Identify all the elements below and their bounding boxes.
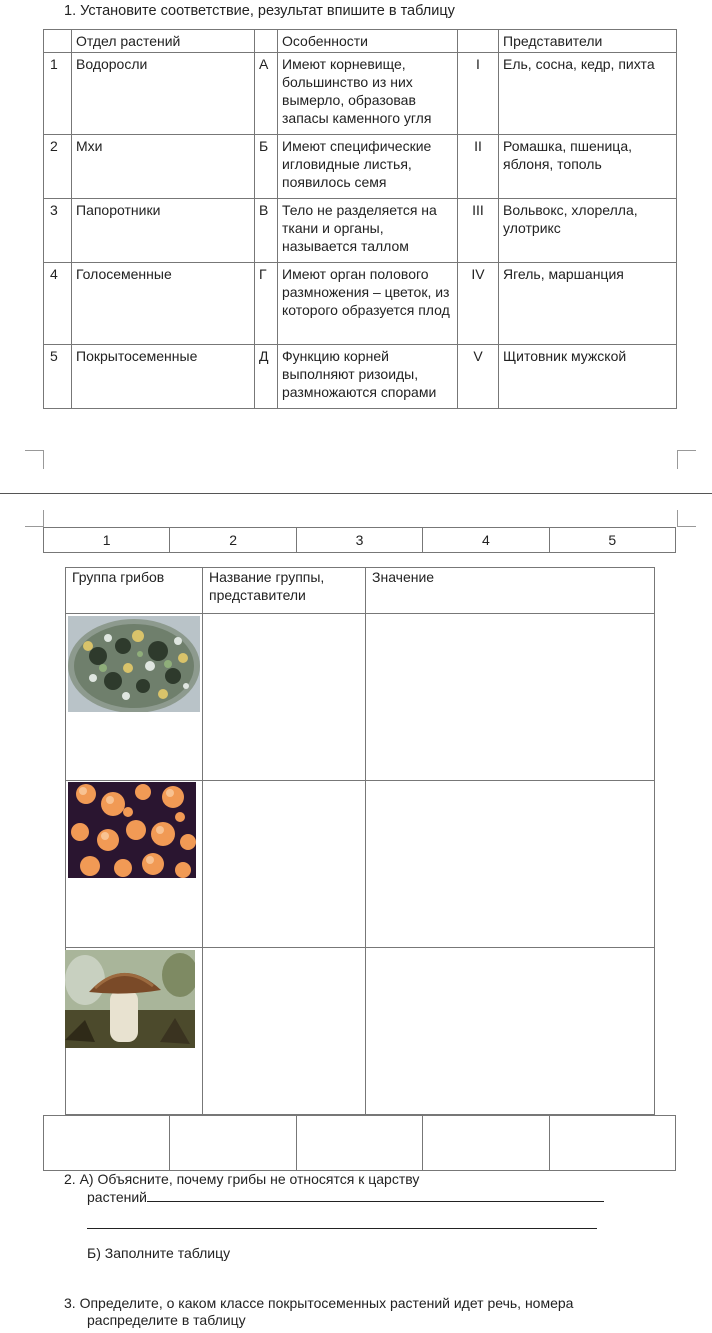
row-num: 1 [44,53,72,135]
table-row [44,199,677,263]
row-num: 5 [44,345,72,409]
header-empty-roman [458,30,499,53]
crop-mark-left-2 [25,510,44,527]
row-feature: Тело не разделяется на ткани и органы, называется таллом [278,199,458,263]
fungi-value-cell[interactable] [366,614,655,781]
answer-cell-3[interactable]: 3 [296,528,422,553]
fungi-value-cell[interactable] [366,948,655,1115]
answer-cell-2[interactable]: 2 [170,528,296,553]
task3-question: 3. Определите, о каком классе покрытосеменных растений идет речь, номера [64,1295,574,1311]
class-answer-cell[interactable] [296,1116,422,1171]
task2-question-a-cont [87,1189,604,1205]
header-significance: Значение [366,568,655,614]
row-letter: Б [255,135,278,199]
fungi-name-cell[interactable] [203,614,366,781]
row-roman: I [458,53,499,135]
class-answer-cell[interactable] [44,1116,170,1171]
task1-title: 1. Установите соответствие, результат впишите в таблицу [64,3,455,19]
row-dept: Папоротники [72,199,255,263]
row-feature: Имеют орган полового размножения – цветок, из которого образуется плод [278,263,458,345]
row-feature: Имеют корневище, большинство из них вымерло, образовав запасы каменного угля [278,53,458,135]
fungi-name-cell[interactable] [203,781,366,948]
table-header-row [44,30,677,53]
answer-row [44,528,676,553]
row-roman: II [458,135,499,199]
row-dept: Покрытосеменные [72,345,255,409]
class-answer-table [43,1115,676,1171]
header-fungi-group: Группа грибов [66,568,203,614]
row-num: 4 [44,263,72,345]
row-num: 3 [44,199,72,263]
row-letter: В [255,199,278,263]
answer-line[interactable] [147,1201,604,1202]
row-reps: Ель, сосна, кедр, пихта [499,53,677,135]
header-reps: Представители [499,30,677,53]
task2-word: растений [87,1189,147,1205]
row-reps: Ягель, маршанция [499,263,677,345]
row-reps: Щитовник мужской [499,345,677,409]
task2-question-b: Б) Заполните таблицу [87,1245,231,1261]
page-break [0,493,712,494]
fungi-name-cell[interactable] [203,948,366,1115]
mold-petri-dish-image [68,616,200,712]
row-letter: А [255,53,278,135]
row-dept: Голосеменные [72,263,255,345]
table-row [44,345,677,409]
row-roman: IV [458,263,499,345]
crop-mark-right-2 [677,510,696,527]
table-header-row [66,568,655,614]
answer-line-2[interactable] [87,1214,597,1232]
row-letter: Г [255,263,278,345]
task3-question-cont: распределите в таблицу [87,1312,246,1328]
table-row [44,135,677,199]
fungi-value-cell[interactable] [366,781,655,948]
crop-mark-right [677,450,696,469]
header-dept: Отдел растений [72,30,255,53]
header-features: Особенности [278,30,458,53]
crop-mark-left [25,450,44,469]
row-dept: Водоросли [72,53,255,135]
task2-question-a: 2. А) Объясните, почему грибы не относятся к царству [64,1171,420,1187]
header-group-name: Название группы, представители [203,568,366,614]
row-num: 2 [44,135,72,199]
answer-table [43,527,676,553]
answer-cell-5[interactable]: 5 [549,528,675,553]
table-row [44,53,677,135]
class-answer-cell[interactable] [170,1116,296,1171]
answer-line[interactable] [87,1214,597,1229]
row-feature: Функцию корней выполняют ризоиды, размножаются спорами [278,345,458,409]
table-row [44,263,677,345]
row-letter: Д [255,345,278,409]
class-answer-cell[interactable] [549,1116,675,1171]
answer-cell-1[interactable]: 1 [44,528,170,553]
class-answer-cell[interactable] [423,1116,549,1171]
row-reps: Вольвокс, хлорелла, улотрикс [499,199,677,263]
row-dept: Мхи [72,135,255,199]
row-roman: III [458,199,499,263]
header-empty-num [44,30,72,53]
matching-table [43,29,677,409]
row-reps: Ромашка, пшеница, яблоня, тополь [499,135,677,199]
yeast-cells-image [68,782,196,878]
row-roman: V [458,345,499,409]
answer-row [44,1116,676,1171]
mushroom-image [65,950,195,1048]
answer-cell-4[interactable]: 4 [423,528,549,553]
row-feature: Имеют специфические игловидные листья, появилось семя [278,135,458,199]
header-empty-letter [255,30,278,53]
